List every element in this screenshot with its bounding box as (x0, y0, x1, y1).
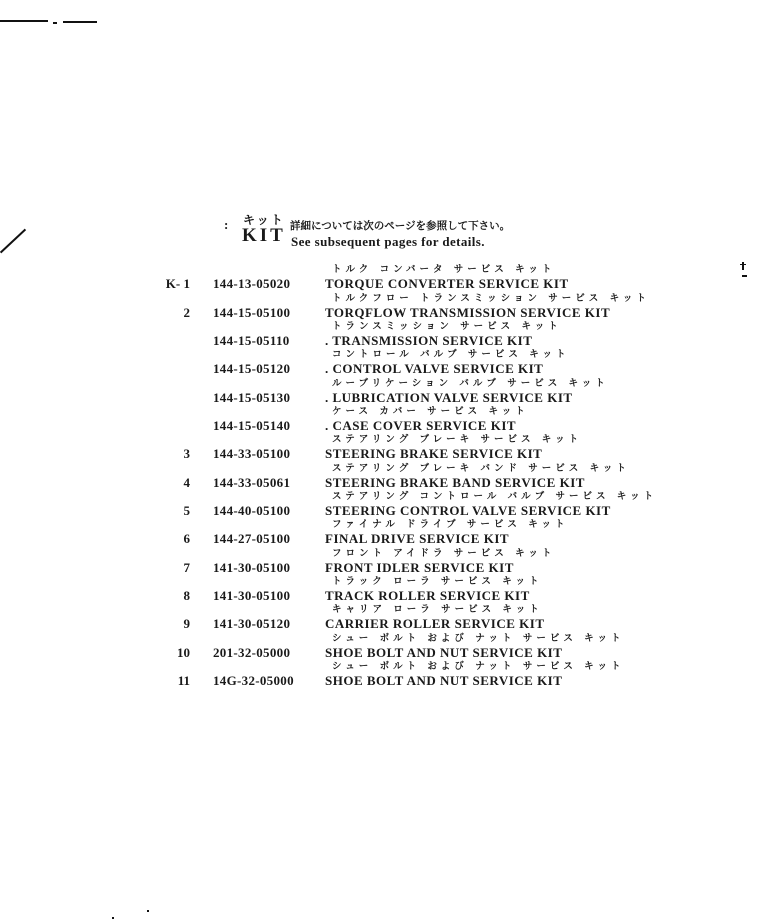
scan-artifact-mark (740, 264, 746, 265)
kit-description (325, 433, 582, 461)
scan-artifact-mark (742, 275, 747, 277)
header-note-japanese: 詳細については次のページを参照して下さい。 (290, 220, 511, 232)
kit-index-number: 3 (183, 446, 190, 462)
part-number: 144-40-05100 (213, 503, 291, 519)
kit-description (325, 547, 555, 575)
kit-name-english: . CASE COVER SERVICE KIT (325, 418, 517, 434)
kit-row (150, 348, 710, 376)
kit-name-japanese: トルクフロー トランスミッション サービス キット (332, 292, 650, 304)
kit-description (325, 263, 569, 291)
kit-row (150, 461, 710, 489)
kit-description (325, 348, 570, 376)
part-number: 141-30-05120 (213, 616, 291, 632)
kit-name-english: . LUBRICATION VALVE SERVICE KIT (325, 389, 573, 405)
kit-description (325, 462, 630, 490)
kit-index-number: 11 (177, 673, 190, 689)
kit-description (325, 518, 569, 546)
part-number: 141-30-05100 (213, 559, 291, 575)
page-title: KIT (242, 225, 286, 246)
page-title-kana: キット (243, 213, 285, 227)
kit-name-english: STEERING BRAKE SERVICE KIT (325, 446, 543, 462)
kit-name-japanese: ステアリング ブレーキ サービス キット (332, 434, 583, 446)
kit-index-number: 9 (183, 616, 190, 632)
kit-row (150, 376, 710, 404)
kit-row (150, 603, 710, 631)
part-number: 144-15-05130 (213, 389, 291, 405)
part-number: 141-30-05100 (213, 588, 291, 604)
kit-name-japanese: ファイナル ドライブ サービス キット (332, 519, 569, 531)
kit-name-japanese: コントロール バルブ サービス キット (332, 349, 570, 361)
kit-index-number: 10 (177, 644, 190, 660)
kit-name-english: TRACK ROLLER SERVICE KIT (325, 588, 530, 604)
kit-row (150, 405, 710, 433)
kit-description (325, 292, 650, 320)
kit-name-japanese: トラック ローラ サービス キット (332, 576, 543, 588)
kit-description (325, 377, 609, 405)
scan-artifact-line (0, 20, 48, 22)
kit-index-number: 2 (183, 304, 190, 320)
kit-row (150, 660, 710, 688)
kit-index-number: K- 1 (165, 276, 190, 292)
kit-row (150, 631, 710, 659)
part-number: 144-33-05100 (213, 446, 291, 462)
kit-name-english: SHOE BOLT AND NUT SERVICE KIT (325, 673, 563, 689)
kit-name-japanese: キャリア ローラ サービス キット (332, 604, 543, 616)
kit-description (325, 405, 529, 433)
kit-name-japanese: シュー ボルト および ナット サービス キット (332, 661, 625, 673)
kit-name-english: STEERING BRAKE BAND SERVICE KIT (325, 474, 585, 490)
part-number: 144-33-05061 (213, 474, 291, 490)
kit-name-english: STEERING CONTROL VALVE SERVICE KIT (325, 503, 611, 519)
kit-name-english: SHOE BOLT AND NUT SERVICE KIT (325, 644, 563, 660)
kit-name-japanese: トランスミッション サービス キット (332, 321, 562, 333)
kit-index-number: 7 (183, 559, 190, 575)
kit-name-english: CARRIER ROLLER SERVICE KIT (325, 616, 545, 632)
kit-name-english: TORQFLOW TRANSMISSION SERVICE KIT (325, 304, 611, 320)
kit-name-japanese: ケース カバー サービス キット (332, 406, 529, 418)
part-number: 144-15-05100 (213, 304, 291, 320)
part-number: 144-15-05140 (213, 418, 291, 434)
scan-artifact-line (63, 21, 97, 23)
kit-description (325, 632, 624, 660)
kit-name-english: FINAL DRIVE SERVICE KIT (325, 531, 510, 547)
kit-row (150, 263, 710, 291)
kit-description (325, 575, 543, 603)
scan-artifact-dot (147, 910, 149, 912)
part-number: 144-13-05020 (213, 276, 291, 292)
header-note-english: See subsequent pages for details. (291, 234, 485, 249)
scan-artifact-slash (0, 229, 26, 254)
part-number: 201-32-05000 (213, 644, 291, 660)
kit-name-japanese: フロント アイドラ サービス キット (332, 547, 556, 559)
kit-row (150, 320, 710, 348)
scan-artifact-dot (112, 917, 114, 919)
service-kit-list (150, 263, 710, 688)
kit-name-english: FRONT IDLER SERVICE KIT (325, 559, 514, 575)
kit-row (150, 291, 710, 319)
kit-row (150, 546, 710, 574)
kit-name-japanese: シュー ボルト および ナット サービス キット (332, 632, 625, 644)
kit-description (325, 603, 545, 631)
part-number: 144-15-05110 (213, 333, 290, 349)
part-number: 144-27-05100 (213, 531, 291, 547)
kit-name-english: . CONTROL VALVE SERVICE KIT (325, 361, 544, 377)
kit-index-number: 8 (183, 588, 190, 604)
part-number: 144-15-05120 (213, 361, 291, 377)
kit-row (150, 575, 710, 603)
kit-description (325, 320, 562, 348)
kit-name-japanese: トルク コンバータ サービス キット (332, 264, 556, 276)
kit-name-japanese: ステアリング ブレーキ バンド サービス キット (332, 462, 630, 474)
header-colon-mark: : (224, 217, 229, 232)
part-number: 14G-32-05000 (213, 673, 294, 689)
kit-row (150, 433, 710, 461)
kit-index-number: 5 (183, 503, 190, 519)
kit-name-english: . TRANSMISSION SERVICE KIT (325, 333, 533, 349)
kit-description (325, 490, 657, 518)
kit-name-japanese: ステアリング コントロール バルブ サービス キット (332, 491, 658, 503)
scan-artifact-dot (53, 22, 57, 24)
kit-index-number: 4 (183, 474, 190, 490)
kit-index-number: 6 (183, 531, 190, 547)
kit-row (150, 490, 710, 518)
kit-name-japanese: ルーブリケーション バルブ サービス キット (332, 377, 609, 389)
kit-row (150, 518, 710, 546)
kit-name-english: TORQUE CONVERTER SERVICE KIT (325, 276, 569, 292)
kit-description (325, 660, 624, 688)
